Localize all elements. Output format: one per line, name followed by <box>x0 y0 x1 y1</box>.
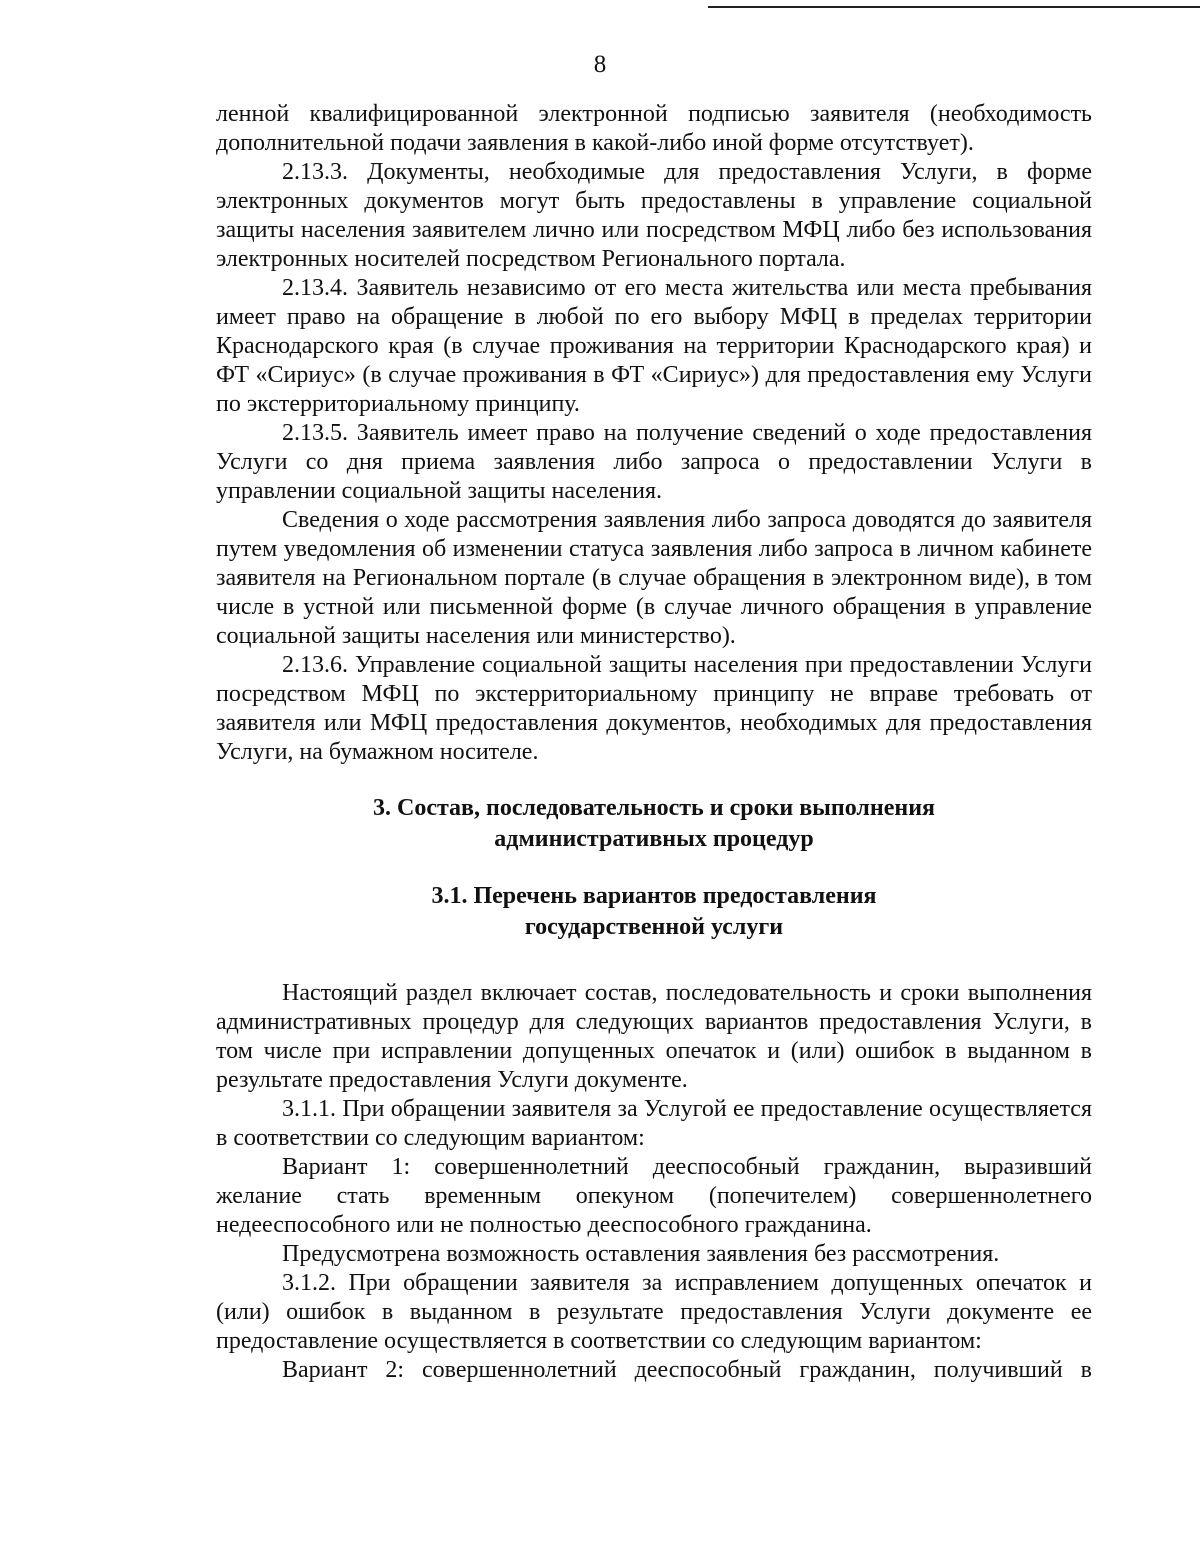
paragraph-2-13-4: 2.13.4. Заявитель независимо от его места жительства или места пребывания имеет право на обращение в любой по его выбору МФЦ в пределах территории Краснодарского края (в случае проживания на территории Краснодарского края) и ФТ «Сириус» (в случае проживания в ФТ «Сириус») для предоставления ему Услуги по экстерриториальному принципу. <box>216 275 1092 417</box>
page-number: 8 <box>593 51 607 78</box>
section-3-1-heading-line-2: государственной услуги <box>524 914 784 940</box>
paragraph-3-1-1: 3.1.1. При обращении заявителя за Услугой ее предоставление осуществляется в соответствии со следующим вариантом: <box>216 1096 1092 1151</box>
paragraph-variant-2: Вариант 2: совершеннолетний дееспособный гражданин, получивший в <box>282 1357 1092 1383</box>
section-3-1-heading <box>216 881 1092 943</box>
paragraph-variant-1: Вариант 1: совершеннолетний дееспособный гражданин, выразивший желание стать временным опекуном (попечителем) совершеннолетнего недееспособного или не полностью дееспособного гражданина. <box>216 1154 1092 1238</box>
paragraph-continuation: ленной квалифицированной электронной подписью заявителя (необходимость дополнительной подачи заявления в какой-либо иной форме отсутствует). <box>216 101 1092 156</box>
top-rule <box>708 6 1200 8</box>
paragraph-2-13-5: 2.13.5. Заявитель имеет право на получение сведений о ходе предоставления Услуги со дня приема заявления либо запроса о предоставлении Услуги в управлении социальной защиты населения. <box>216 420 1092 504</box>
paragraph-2-13-3: 2.13.3. Документы, необходимые для предоставления Услуги, в форме электронных документов могут быть предоставлены в управление социальной защиты населения заявителем лично или посредством МФЦ либо без использования электронных носителей посредством Регионального портала. <box>216 159 1092 272</box>
paragraph-2-13-6: 2.13.6. Управление социальной защиты населения при предоставлении Услуги посредством МФЦ по экстерриториальному принципу не вправе требовать от заявителя или МФЦ предоставления документов, необходимых для предоставления Услуги, на бумажном носителе. <box>216 652 1092 765</box>
paragraph-status-info: Сведения о ходе рассмотрения заявления либо запроса доводятся до заявителя путем уведомления об изменении статуса заявления либо запроса в личном кабинете заявителя на Региональном портале (в случае обращения в электронном виде), в том числе в устной или письменной форме (в случае личного обращения в управление социальной защиты населения или министерство). <box>216 507 1092 649</box>
paragraph-3-1-2: 3.1.2. При обращении заявителя за исправлением допущенных опечаток и (или) ошибок в выданном в результате предоставления Услуги документе ее предоставление осуществляется в соответствии со следующим вариантом: <box>216 1270 1092 1354</box>
section-3-heading-line-1: 3. Состав, последовательность и сроки выполнения <box>372 795 936 821</box>
section-3-heading-line-2: административных процедур <box>494 826 814 852</box>
section-3-1-heading-line-1: 3.1. Перечень вариантов предоставления <box>431 883 877 909</box>
section-3-heading <box>216 793 1092 855</box>
paragraph-section-intro: Настоящий раздел включает состав, последовательность и сроки выполнения административных процедур для следующих вариантов предоставления Услуги, в том числе при исправлении допущенных опечаток и (или) ошибок в выданном в результате предоставления Услуги документе. <box>216 980 1092 1093</box>
document-body <box>216 100 1092 1385</box>
paragraph-no-review: Предусмотрена возможность оставления заявления без рассмотрения. <box>282 1241 1000 1267</box>
